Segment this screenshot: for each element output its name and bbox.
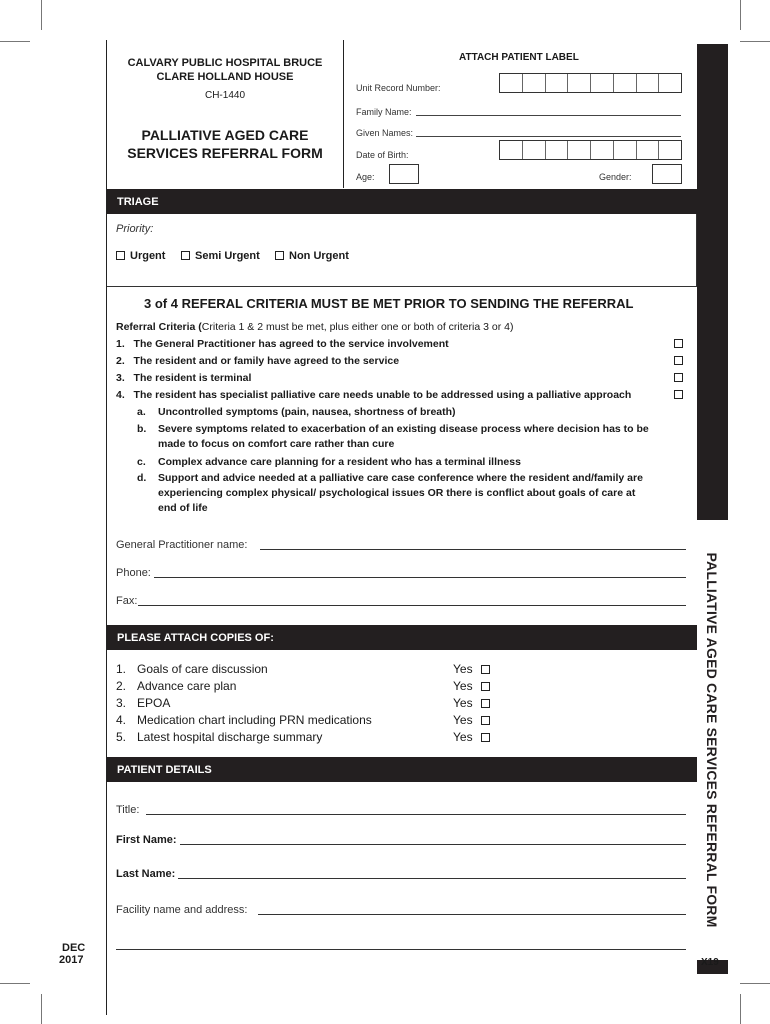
crop-mark bbox=[740, 0, 741, 30]
attach-item: Medication chart including PRN medications bbox=[137, 713, 372, 727]
unit-record-label: Unit Record Number: bbox=[356, 83, 441, 93]
attach-item: Goals of care discussion bbox=[137, 662, 268, 676]
fax-field[interactable] bbox=[138, 605, 686, 606]
form-title-line2: SERVICES REFERRAL FORM bbox=[127, 145, 323, 161]
crop-mark bbox=[41, 0, 42, 30]
attach-yes: Yes bbox=[453, 679, 473, 693]
spine-title: PALLIATIVE AGED CARE SERVICES REFERRAL FORM bbox=[704, 552, 720, 928]
patient-details-heading: PATIENT DETAILS bbox=[107, 757, 697, 782]
criteria-intro: Referral Criteria (Criteria 1 & 2 must be met, plus either one or both of criteria 3 or 4) bbox=[116, 321, 514, 333]
sub-criteria-text: Support and advice needed at a palliative care case conference where the resident and/family are bbox=[158, 472, 643, 484]
criteria-item: 3. The resident is terminal bbox=[116, 372, 252, 384]
checkbox-icon[interactable] bbox=[275, 251, 284, 260]
last-name-field[interactable] bbox=[178, 878, 686, 879]
gender-input[interactable] bbox=[652, 164, 682, 184]
criteria-item: 4. The resident has specialist palliative care needs unable to be addressed using a palliative approach bbox=[116, 389, 632, 401]
age-input[interactable] bbox=[389, 164, 419, 184]
sub-criteria-text: experiencing complex physical/ psychological issues OR there is conflict about goals of care at bbox=[158, 487, 636, 499]
criteria-2-checkbox[interactable] bbox=[674, 356, 683, 365]
attach-num: 3. bbox=[116, 696, 127, 710]
attach-patient-label-heading: ATTACH PATIENT LABEL bbox=[459, 52, 579, 63]
sub-criteria-letter: d. bbox=[137, 472, 147, 484]
date-month: DEC bbox=[62, 942, 86, 954]
attach-3-checkbox[interactable] bbox=[481, 699, 490, 708]
sub-criteria-letter: a. bbox=[137, 406, 146, 418]
title-label: Title: bbox=[116, 804, 140, 816]
phone-label: Phone: bbox=[116, 567, 151, 579]
crop-mark bbox=[740, 41, 770, 42]
dob-input[interactable] bbox=[499, 140, 682, 160]
unit-record-input[interactable] bbox=[499, 73, 682, 93]
attach-yes: Yes bbox=[453, 662, 473, 676]
attach-num: 2. bbox=[116, 679, 127, 693]
family-name-label: Family Name: bbox=[356, 107, 412, 117]
priority-urgent[interactable]: Urgent bbox=[116, 249, 165, 263]
crop-mark bbox=[0, 41, 30, 42]
triage-heading: TRIAGE bbox=[107, 189, 697, 214]
form-code: CH-1440 bbox=[204, 90, 246, 101]
hospital-name: CALVARY PUBLIC HOSPITAL BRUCE bbox=[127, 57, 323, 69]
priority-semi-urgent[interactable]: Semi Urgent bbox=[181, 249, 260, 263]
sub-criteria-letter: b. bbox=[137, 423, 147, 435]
crop-mark bbox=[740, 983, 770, 984]
sub-criteria-text: Complex advance care planning for a resident who has a terminal illness bbox=[158, 456, 521, 468]
form-header bbox=[107, 40, 343, 188]
sub-criteria-text: Uncontrolled symptoms (pain, nausea, shortness of breath) bbox=[158, 406, 456, 418]
attach-num: 4. bbox=[116, 713, 127, 727]
last-name-label: Last Name: bbox=[116, 868, 176, 880]
crop-mark bbox=[0, 983, 30, 984]
title-field[interactable] bbox=[146, 814, 686, 815]
checkbox-icon[interactable] bbox=[116, 251, 125, 260]
attach-yes: Yes bbox=[453, 713, 473, 727]
date-year: 2017 bbox=[59, 954, 84, 966]
page-code: X19 bbox=[701, 957, 719, 968]
attach-1-checkbox[interactable] bbox=[481, 665, 490, 674]
sub-criteria-text: Severe symptoms related to exacerbation of an existing disease process where decision has to be bbox=[158, 423, 649, 435]
criteria-3-checkbox[interactable] bbox=[674, 373, 683, 382]
attach-5-checkbox[interactable] bbox=[481, 733, 490, 742]
attach-yes: Yes bbox=[453, 730, 473, 744]
family-name-field[interactable] bbox=[416, 115, 681, 116]
hospital-unit: CLARE HOLLAND HOUSE bbox=[156, 71, 294, 83]
age-label: Age: bbox=[356, 172, 375, 182]
section-divider bbox=[107, 286, 697, 287]
given-names-label: Given Names: bbox=[356, 128, 414, 138]
facility-field[interactable] bbox=[258, 914, 686, 915]
form-title-line1: PALLIATIVE AGED CARE bbox=[141, 127, 309, 143]
crop-mark bbox=[41, 994, 42, 1024]
attach-item: Latest hospital discharge summary bbox=[137, 730, 323, 744]
given-names-field[interactable] bbox=[416, 136, 681, 137]
attach-heading: PLEASE ATTACH COPIES OF: bbox=[107, 625, 697, 650]
gp-name-label: General Practitioner name: bbox=[116, 539, 248, 551]
attach-num: 5. bbox=[116, 730, 127, 744]
attach-item: EPOA bbox=[137, 696, 171, 710]
priority-non-urgent[interactable]: Non Urgent bbox=[275, 249, 349, 263]
sub-criteria-letter: c. bbox=[137, 456, 146, 468]
sub-criteria-text: end of life bbox=[158, 502, 208, 514]
criteria-4-checkbox[interactable] bbox=[674, 390, 683, 399]
attach-item: Advance care plan bbox=[137, 679, 237, 693]
crop-mark bbox=[740, 994, 741, 1024]
checkbox-icon[interactable] bbox=[181, 251, 190, 260]
sub-criteria-text: made to focus on comfort care rather than cure bbox=[158, 438, 395, 450]
criteria-item: 1. The General Practitioner has agreed to the service involvement bbox=[116, 338, 449, 350]
header-divider bbox=[343, 40, 344, 188]
priority-label: Priority: bbox=[116, 223, 154, 235]
attach-num: 1. bbox=[116, 662, 127, 676]
facility-field-line2[interactable] bbox=[116, 949, 686, 950]
fax-label: Fax: bbox=[116, 595, 138, 607]
first-name-field[interactable] bbox=[180, 844, 686, 845]
dob-label: Date of Birth: bbox=[356, 150, 409, 160]
first-name-label: First Name: bbox=[116, 834, 177, 846]
attach-4-checkbox[interactable] bbox=[481, 716, 490, 725]
criteria-item: 2. The resident and or family have agreed to the service bbox=[116, 355, 400, 367]
attach-2-checkbox[interactable] bbox=[481, 682, 490, 691]
phone-field[interactable] bbox=[154, 577, 686, 578]
gender-label: Gender: bbox=[599, 172, 632, 182]
attach-yes: Yes bbox=[453, 696, 473, 710]
criteria-heading: 3 of 4 REFERAL CRITERIA MUST BE MET PRIOR TO SENDING THE REFERRAL bbox=[144, 296, 634, 311]
gp-name-field[interactable] bbox=[260, 549, 686, 550]
criteria-1-checkbox[interactable] bbox=[674, 339, 683, 348]
triage-border bbox=[696, 214, 697, 286]
facility-label: Facility name and address: bbox=[116, 904, 248, 916]
